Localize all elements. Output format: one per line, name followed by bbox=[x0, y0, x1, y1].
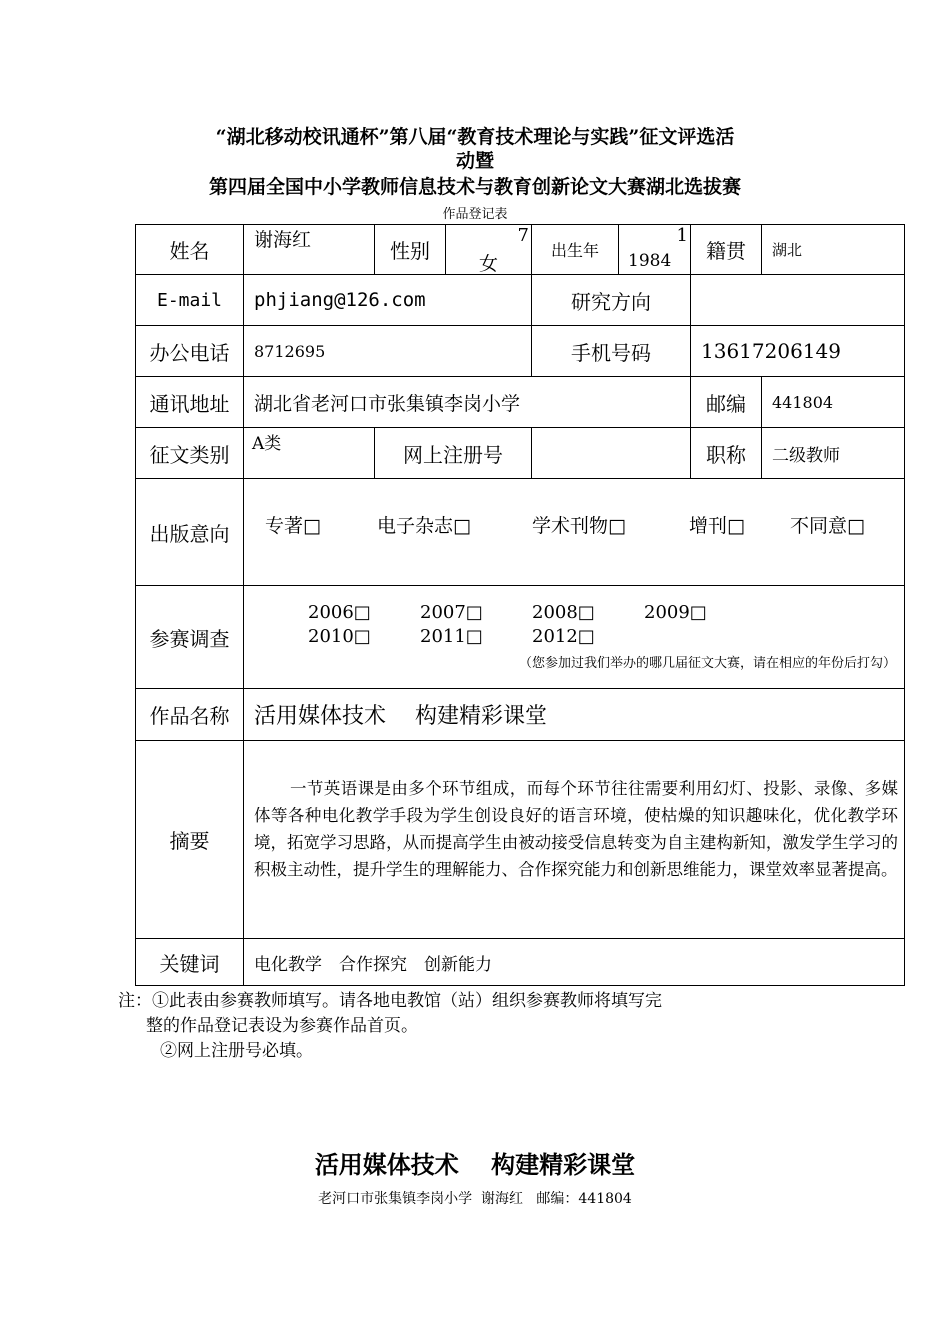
year-2008[interactable]: 2008□ bbox=[532, 602, 595, 623]
abstract-value: 一节英语课是由多个环节组成，而每个环节往往需要利用幻灯、投影、录像、多媒体等各种电化教学手段为学生创设良好的语言环境，使枯燥的知识趣味化，优化教学环境，拓宽学习思路，从而提高学生由被动接受信息转变为自主建构新知，激发学生学习的积极主动性，提升学生的理解能力、合作探究能力和创新思维能力，课堂效率显著提高。 bbox=[254, 779, 898, 879]
job-title-value[interactable]: 二级教师 bbox=[761, 427, 905, 479]
gender-number: 7 bbox=[517, 225, 529, 246]
survey-options bbox=[243, 585, 905, 689]
category-value: A类 bbox=[252, 434, 282, 454]
job-title-label: 职称 bbox=[690, 427, 762, 479]
publish-option-disagree[interactable]: 不同意□ bbox=[790, 515, 865, 537]
keywords-label: 关键词 bbox=[135, 938, 244, 986]
year-2010[interactable]: 2010□ bbox=[308, 626, 371, 647]
reg-label: 网上注册号 bbox=[374, 427, 532, 479]
reg-value[interactable] bbox=[531, 427, 691, 479]
address-label: 通讯地址 bbox=[135, 376, 244, 428]
email-label: E-mail bbox=[135, 274, 244, 326]
keywords-value[interactable]: 电化教学 合作探究 创新能力 bbox=[243, 938, 905, 986]
note-line-2: 整的作品登记表设为参赛作品首页。 bbox=[146, 1016, 418, 1036]
mobile-label: 手机号码 bbox=[531, 325, 691, 377]
native-value[interactable]: 湖北 bbox=[761, 224, 905, 275]
publish-option-monograph[interactable]: 专著□ bbox=[265, 515, 321, 537]
postcode-value[interactable]: 441804 bbox=[761, 376, 905, 428]
research-value[interactable] bbox=[690, 274, 905, 326]
heading-line-3: 第四届全国中小学教师信息技术与教育创新论文大赛湖北选拔赛 bbox=[208, 176, 741, 198]
publish-option-ejournal[interactable]: 电子杂志□ bbox=[377, 515, 471, 537]
form-subtitle: 作品登记表 bbox=[442, 207, 508, 222]
heading-line-2: 动暨 bbox=[455, 150, 494, 172]
work-value[interactable]: 活用媒体技术 构建精彩课堂 bbox=[243, 688, 905, 741]
email-value[interactable]: phjiang@126.com bbox=[243, 274, 532, 326]
office-phone-value[interactable]: 8712695 bbox=[243, 325, 532, 377]
gender-value: 女 bbox=[479, 253, 499, 275]
native-label: 籍贯 bbox=[690, 224, 762, 275]
address-value[interactable]: 湖北省老河口市张集镇李岗小学 bbox=[243, 376, 691, 428]
name-field[interactable] bbox=[243, 224, 375, 275]
postcode-label: 邮编 bbox=[690, 376, 762, 428]
category-label: 征文类别 bbox=[135, 427, 244, 479]
publish-option-academic[interactable]: 学术刊物□ bbox=[532, 515, 626, 537]
name-value: 谢海红 bbox=[254, 229, 312, 251]
article-byline: 老河口市张集镇李岗小学 谢海红 邮编：441804 bbox=[318, 1191, 632, 1207]
survey-note: （您参加过我们举办的哪几届征文大赛，请在相应的年份后打勾） bbox=[518, 656, 896, 671]
work-label: 作品名称 bbox=[135, 688, 244, 741]
mobile-value[interactable]: 13617206149 bbox=[690, 325, 905, 377]
publish-label: 出版意向 bbox=[135, 478, 244, 586]
birth-label: 出生年 bbox=[531, 224, 619, 275]
birth-value: 1984 bbox=[628, 251, 672, 271]
note-line-3: ②网上注册号必填。 bbox=[160, 1041, 313, 1061]
year-2009[interactable]: 2009□ bbox=[644, 602, 707, 623]
heading-line-1: “湖北移动校讯通杯”第八届“教育技术理论与实践”征文评选活 bbox=[215, 126, 735, 148]
year-2011[interactable]: 2011□ bbox=[420, 626, 483, 647]
research-label: 研究方向 bbox=[531, 274, 691, 326]
article-title: 活用媒体技术 构建精彩课堂 bbox=[314, 1150, 636, 1179]
year-2012[interactable]: 2012□ bbox=[532, 626, 595, 647]
publish-option-supplement[interactable]: 增刊□ bbox=[689, 515, 745, 537]
note-line-1: 注：①此表由参赛教师填写。请各地电教馆（站）组织参赛教师将填写完 bbox=[118, 991, 662, 1011]
year-2006[interactable]: 2006□ bbox=[308, 602, 371, 623]
office-phone-label: 办公电话 bbox=[135, 325, 244, 377]
gender-label: 性别 bbox=[374, 224, 446, 275]
birth-field[interactable] bbox=[618, 224, 691, 275]
category-field[interactable] bbox=[243, 427, 375, 479]
birth-number: 1 bbox=[676, 225, 688, 246]
publish-options bbox=[243, 478, 905, 586]
abstract-label: 摘要 bbox=[135, 740, 244, 939]
year-2007[interactable]: 2007□ bbox=[420, 602, 483, 623]
survey-label: 参赛调查 bbox=[135, 585, 244, 689]
name-label: 姓名 bbox=[135, 224, 244, 275]
gender-field[interactable] bbox=[445, 224, 532, 275]
